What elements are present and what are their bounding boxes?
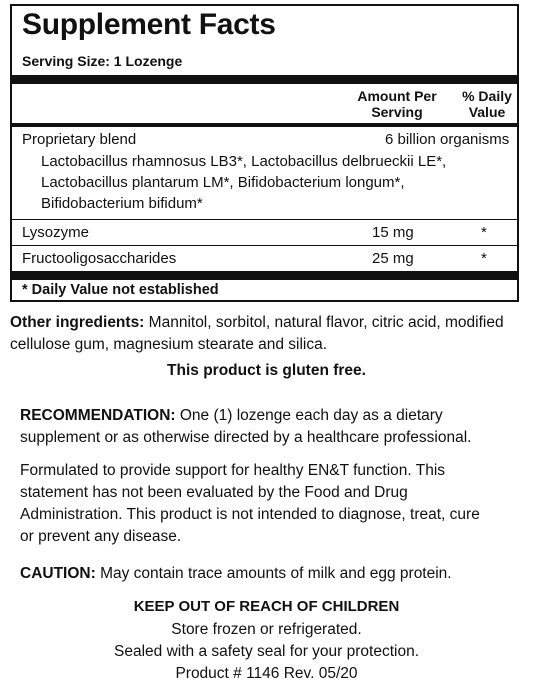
storage-instructions: Store frozen or refrigerated. <box>171 621 362 638</box>
daily-value-footnote: * Daily Value not established <box>22 282 219 298</box>
fda-statement: Formulated to provide support for healthy EN&T function. This statement has not been evaluated by the Food and Drug Administration. This product is not intended to diagnose, treat, cure or prevent any disease. <box>20 462 480 545</box>
product-number: Product # 1146 Rev. 05/20 <box>175 665 358 682</box>
supplement-facts-panel <box>10 4 519 302</box>
gluten-free-statement: This product is gluten free. <box>167 362 366 379</box>
safety-seal-note: Sealed with a safety seal for your protection. <box>114 643 419 660</box>
row-name: Lysozyme <box>22 224 89 241</box>
row-divider <box>12 245 517 246</box>
daily-value-header: % Daily Value <box>462 88 512 120</box>
row-divider <box>12 219 517 220</box>
blend-ingredient-line: Lactobacillus plantarum LM*, Bifidobacterium longum*, <box>41 174 405 191</box>
row-name: Proprietary blend <box>22 131 137 148</box>
recommendation: RECOMMENDATION: One (1) lozenge each day as a dietary supplement or as otherwise directed by a healthcare professional. <box>20 407 472 446</box>
row-amount: 6 billion organisms <box>385 131 510 148</box>
row-daily-value: * <box>481 224 487 241</box>
caution-statement: CAUTION: May contain trace amounts of milk and egg protein. <box>20 565 452 582</box>
blend-ingredient-line: Bifidobacterium bifidum* <box>41 195 203 212</box>
blend-ingredient-line: Lactobacillus rhamnosus LB3*, Lactobacillus delbrueckii LE*, <box>41 153 447 170</box>
header-rule <box>12 75 517 84</box>
panel-title: Supplement Facts <box>22 8 276 41</box>
footer-rule <box>12 271 517 280</box>
row-daily-value: * <box>481 250 487 267</box>
row-amount: 15 mg <box>372 224 414 241</box>
row-name: Fructooligosaccharides <box>22 250 177 267</box>
keep-out-warning: KEEP OUT OF REACH OF CHILDREN <box>133 598 400 615</box>
serving-size: Serving Size: 1 Lozenge <box>22 53 183 69</box>
amount-per-serving-header: Amount Per Serving <box>357 88 437 120</box>
other-ingredients: Other ingredients: Mannitol, sorbitol, natural flavor, citric acid, modified cellulose gum, magnesium stearate and silica. <box>10 314 504 353</box>
row-amount: 25 mg <box>372 250 414 267</box>
column-header-rule <box>12 123 517 127</box>
